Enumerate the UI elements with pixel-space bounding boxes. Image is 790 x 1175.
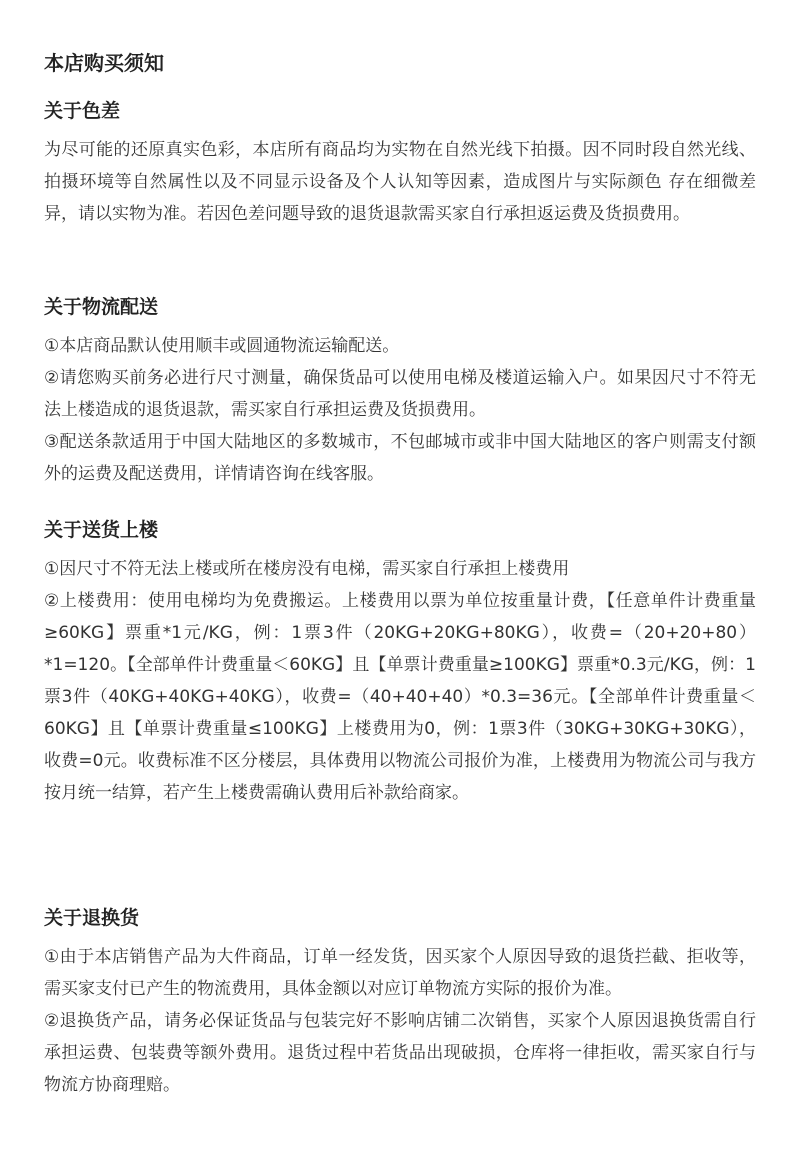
returns-item-1: ①由于本店销售产品为大件商品，订单一经发货，因买家个人原因导致的退货拦截、拒收等，需买家支付已产生的物流费用，具体金额以对应订单物流方实际的报价为准。 — [44, 947, 756, 999]
section-color-difference — [44, 96, 756, 230]
section-returns-exchanges — [44, 903, 756, 1101]
color-difference-paragraph: 为尽可能的还原真实色彩，本店所有商品均为实物在自然光线下拍摄。因不同时段自然光线、拍摄环境等自然属性以及不同显示设备及个人认知等因素，造成图片与实际颜色 存在细微差异，请以实物为准。若因色差问题导致的退货退款需买家自行承担返运费及货损费用。 — [44, 140, 756, 224]
section-heading-upstairs-delivery: 关于送货上楼 — [44, 519, 159, 541]
logistics-item-2: ②请您购买前务必进行尺寸测量，确保货品可以使用电梯及楼道运输入户。如果因尺寸不符无法上楼造成的退货退款，需买家自行承担运费及货损费用。 — [44, 368, 756, 420]
section-heading-color-difference: 关于色差 — [44, 100, 121, 122]
upstairs-delivery-item-1: ①因尺寸不符无法上楼或所在楼房没有电梯，需买家自行承担上楼费用 — [44, 559, 570, 579]
section-logistics — [44, 292, 756, 490]
section-heading-logistics: 关于物流配送 — [44, 296, 159, 318]
logistics-item-1: ①本店商品默认使用顺丰或圆通物流运输配送。 — [44, 336, 400, 356]
returns-item-2: ②退换货产品，请务必保证货品与包装完好不影响店铺二次销售，买家个人原因退换货需自行承担运费、包装费等额外费用。退货过程中若货品出现破损，仓库将一律拒收，需买家自行与物流方协商理赔。 — [44, 1011, 756, 1095]
logistics-item-3: ③配送条款适用于中国大陆地区的多数城市，不包邮城市或非中国大陆地区的客户则需支付额外的运费及配送费用，详情请咨询在线客服。 — [44, 432, 756, 484]
section-upstairs-delivery — [44, 515, 756, 809]
page-title: 本店购买须知 — [44, 51, 164, 75]
section-heading-returns-exchanges: 关于退换货 — [44, 907, 140, 929]
upstairs-delivery-item-2: ②上楼费用：使用电梯均为免费搬运。上楼费用以票为单位按重量计费，【任意单件计费重量≥60KG】票重*1元/KG，例：1票3件（20KG+20KG+80KG），收费=（20+20+80）*1=120。【全部单件计费重量＜60KG】且【单票计费重量≥100KG】票重*0.3元/KG，例：1票3件（40KG+40KG+40KG），收费=（40+40+40）*0.3=36元。【全部单件计费重量＜60KG】且【单票计费重量≤100KG】上楼费用为0，例：1票3件（30KG+30KG+30KG），收费=0元。收费标准不区分楼层，具体费用以物流公司报价为准，上楼费用为物流公司与我方按月统一结算，若产生上楼费需确认费用后补款给商家。 — [44, 591, 756, 803]
